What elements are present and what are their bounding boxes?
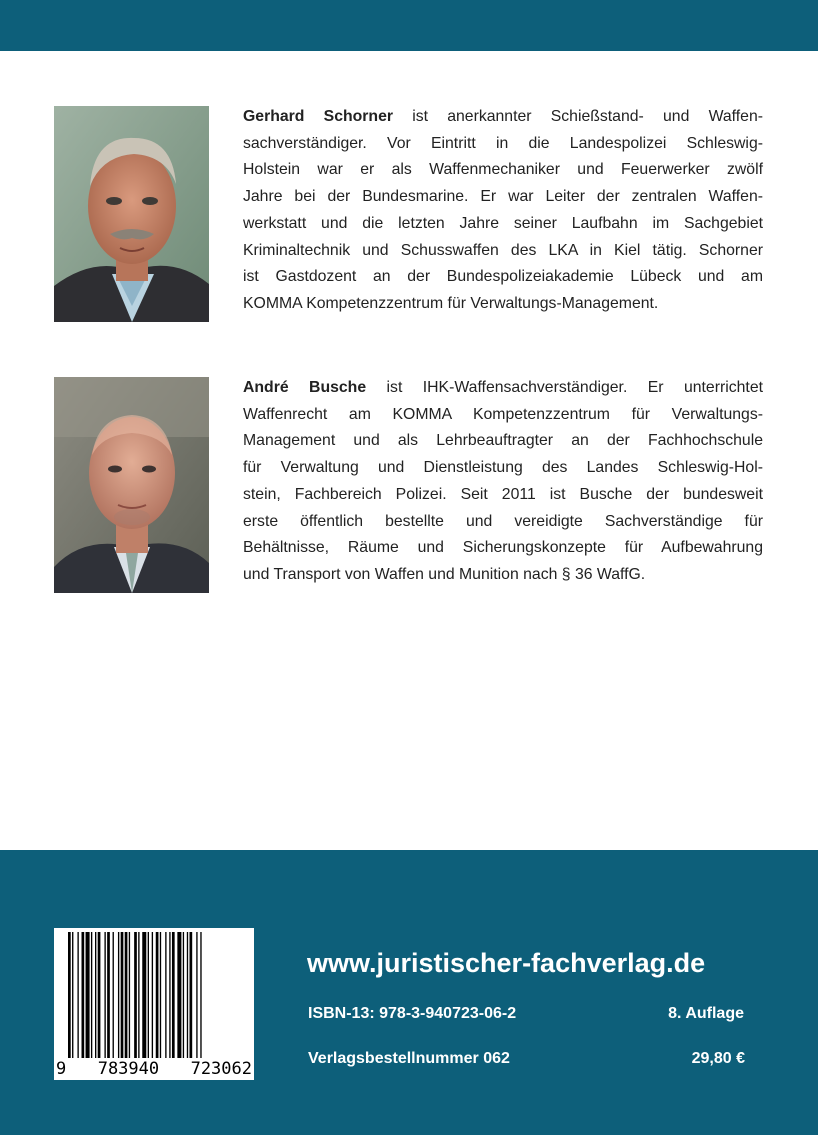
barcode-bar xyxy=(152,932,153,1058)
barcode-bars xyxy=(54,928,254,1060)
top-color-band xyxy=(0,0,818,51)
barcode-bar xyxy=(134,932,137,1058)
bio-line: Waffenrecht am KOMMA Kompetenzzentrum für Verwaltungs- xyxy=(243,405,763,423)
barcode-digit-group: 9 xyxy=(56,1059,67,1079)
barcode-bar xyxy=(82,932,85,1058)
isbn-barcode xyxy=(54,928,254,1080)
barcode-bar xyxy=(156,932,159,1058)
barcode-bar xyxy=(160,932,161,1058)
order-number: Verlagsbestellnummer 062 xyxy=(308,1050,510,1067)
bio-line: Management und als Lehrbeauftragter an der Fachhochschule xyxy=(243,432,763,450)
barcode-bar xyxy=(169,932,170,1058)
barcode-bar xyxy=(196,932,197,1058)
bio-line: Gerhard Schorner ist anerkannter Schießstand- und Waffen- xyxy=(243,108,763,125)
author-photo-busche xyxy=(54,377,209,593)
bio-line: Behältnisse, Räume und Sicherungskonzepte für Aufbewahrung xyxy=(243,539,763,557)
bio-line: Kriminaltechnik und Schusswaffen des LKA in Kiel tätig. Schorner xyxy=(243,241,763,259)
barcode-bar xyxy=(187,932,188,1058)
barcode-bar xyxy=(86,932,90,1058)
barcode-bar xyxy=(200,932,201,1058)
barcode-bar xyxy=(165,932,166,1058)
author-bio-schorner xyxy=(243,104,763,318)
barcode-bar xyxy=(104,932,105,1058)
bio-line: Jahre bei der Bundesmarine. Er war Leiter der zentralen Waffen- xyxy=(243,188,763,206)
price-label: 29,80 € xyxy=(691,1050,745,1067)
barcode-bar xyxy=(118,932,119,1058)
barcode-bar xyxy=(129,932,130,1058)
barcode-bar xyxy=(98,932,101,1058)
bio-line: stein, Fachbereich Polizei. Seit 2011 ist Busche der bundesweit xyxy=(243,485,763,503)
bio-line: KOMMA Kompetenzzentrum für Verwaltungs-Management. xyxy=(243,294,659,312)
barcode-digit-group: 783940 xyxy=(97,1059,160,1079)
author-bio-busche xyxy=(243,375,763,589)
barcode-bar xyxy=(113,932,114,1058)
bio-line: André Busche ist IHK-Waffensachverständiger. Er unterrichtet xyxy=(243,379,763,396)
barcode-bar xyxy=(107,932,110,1058)
barcode-bar xyxy=(138,932,139,1058)
bio-line: Holstein war er als Waffenmechaniker und Feuerwerker zwölf xyxy=(243,161,763,179)
barcode-bar xyxy=(91,932,92,1058)
bio-line: erste öffentlich bestellte und vereidigte Sachverständige für xyxy=(243,512,763,530)
barcode-bar xyxy=(172,932,175,1058)
barcode-bar xyxy=(72,932,73,1058)
author-name: André Busche xyxy=(243,379,367,396)
bio-line: sachverständiger. Vor Eintritt in die Landespolizei Schleswig- xyxy=(243,134,763,152)
bio-line: und Transport von Waffen und Munition nach § 36 WaffG. xyxy=(243,565,646,583)
barcode-bar xyxy=(190,932,193,1058)
barcode-bar xyxy=(177,932,181,1058)
barcode-bar xyxy=(148,932,149,1058)
barcode-bar xyxy=(183,932,184,1058)
bio-line: für Verwaltung und Dienstleistung des Landes Schleswig-Hol- xyxy=(243,459,763,477)
bio-line: ist Gastdozent an der Bundespolizeiakademie Lübeck und am xyxy=(243,268,763,286)
publisher-url[interactable]: www.juristischer-fachverlag.de xyxy=(307,948,706,978)
author-photo-schorner xyxy=(54,106,209,322)
barcode-digit-group: 723062 xyxy=(190,1059,252,1079)
bio-line: werkstatt und die letzten Jahre seiner Laufbahn im Sachgebiet xyxy=(243,214,763,232)
edition-label: 8. Auflage xyxy=(668,1005,744,1022)
barcode-bar xyxy=(121,932,124,1058)
author-name: Gerhard Schorner xyxy=(243,108,394,125)
barcode-bar xyxy=(95,932,96,1058)
barcode-bar xyxy=(142,932,146,1058)
barcode-digits xyxy=(54,1060,254,1078)
barcode-bar xyxy=(68,932,71,1058)
barcode-bar xyxy=(125,932,128,1058)
isbn-number: ISBN-13: 978-3-940723-06-2 xyxy=(308,1005,517,1022)
barcode-bar xyxy=(77,932,78,1058)
